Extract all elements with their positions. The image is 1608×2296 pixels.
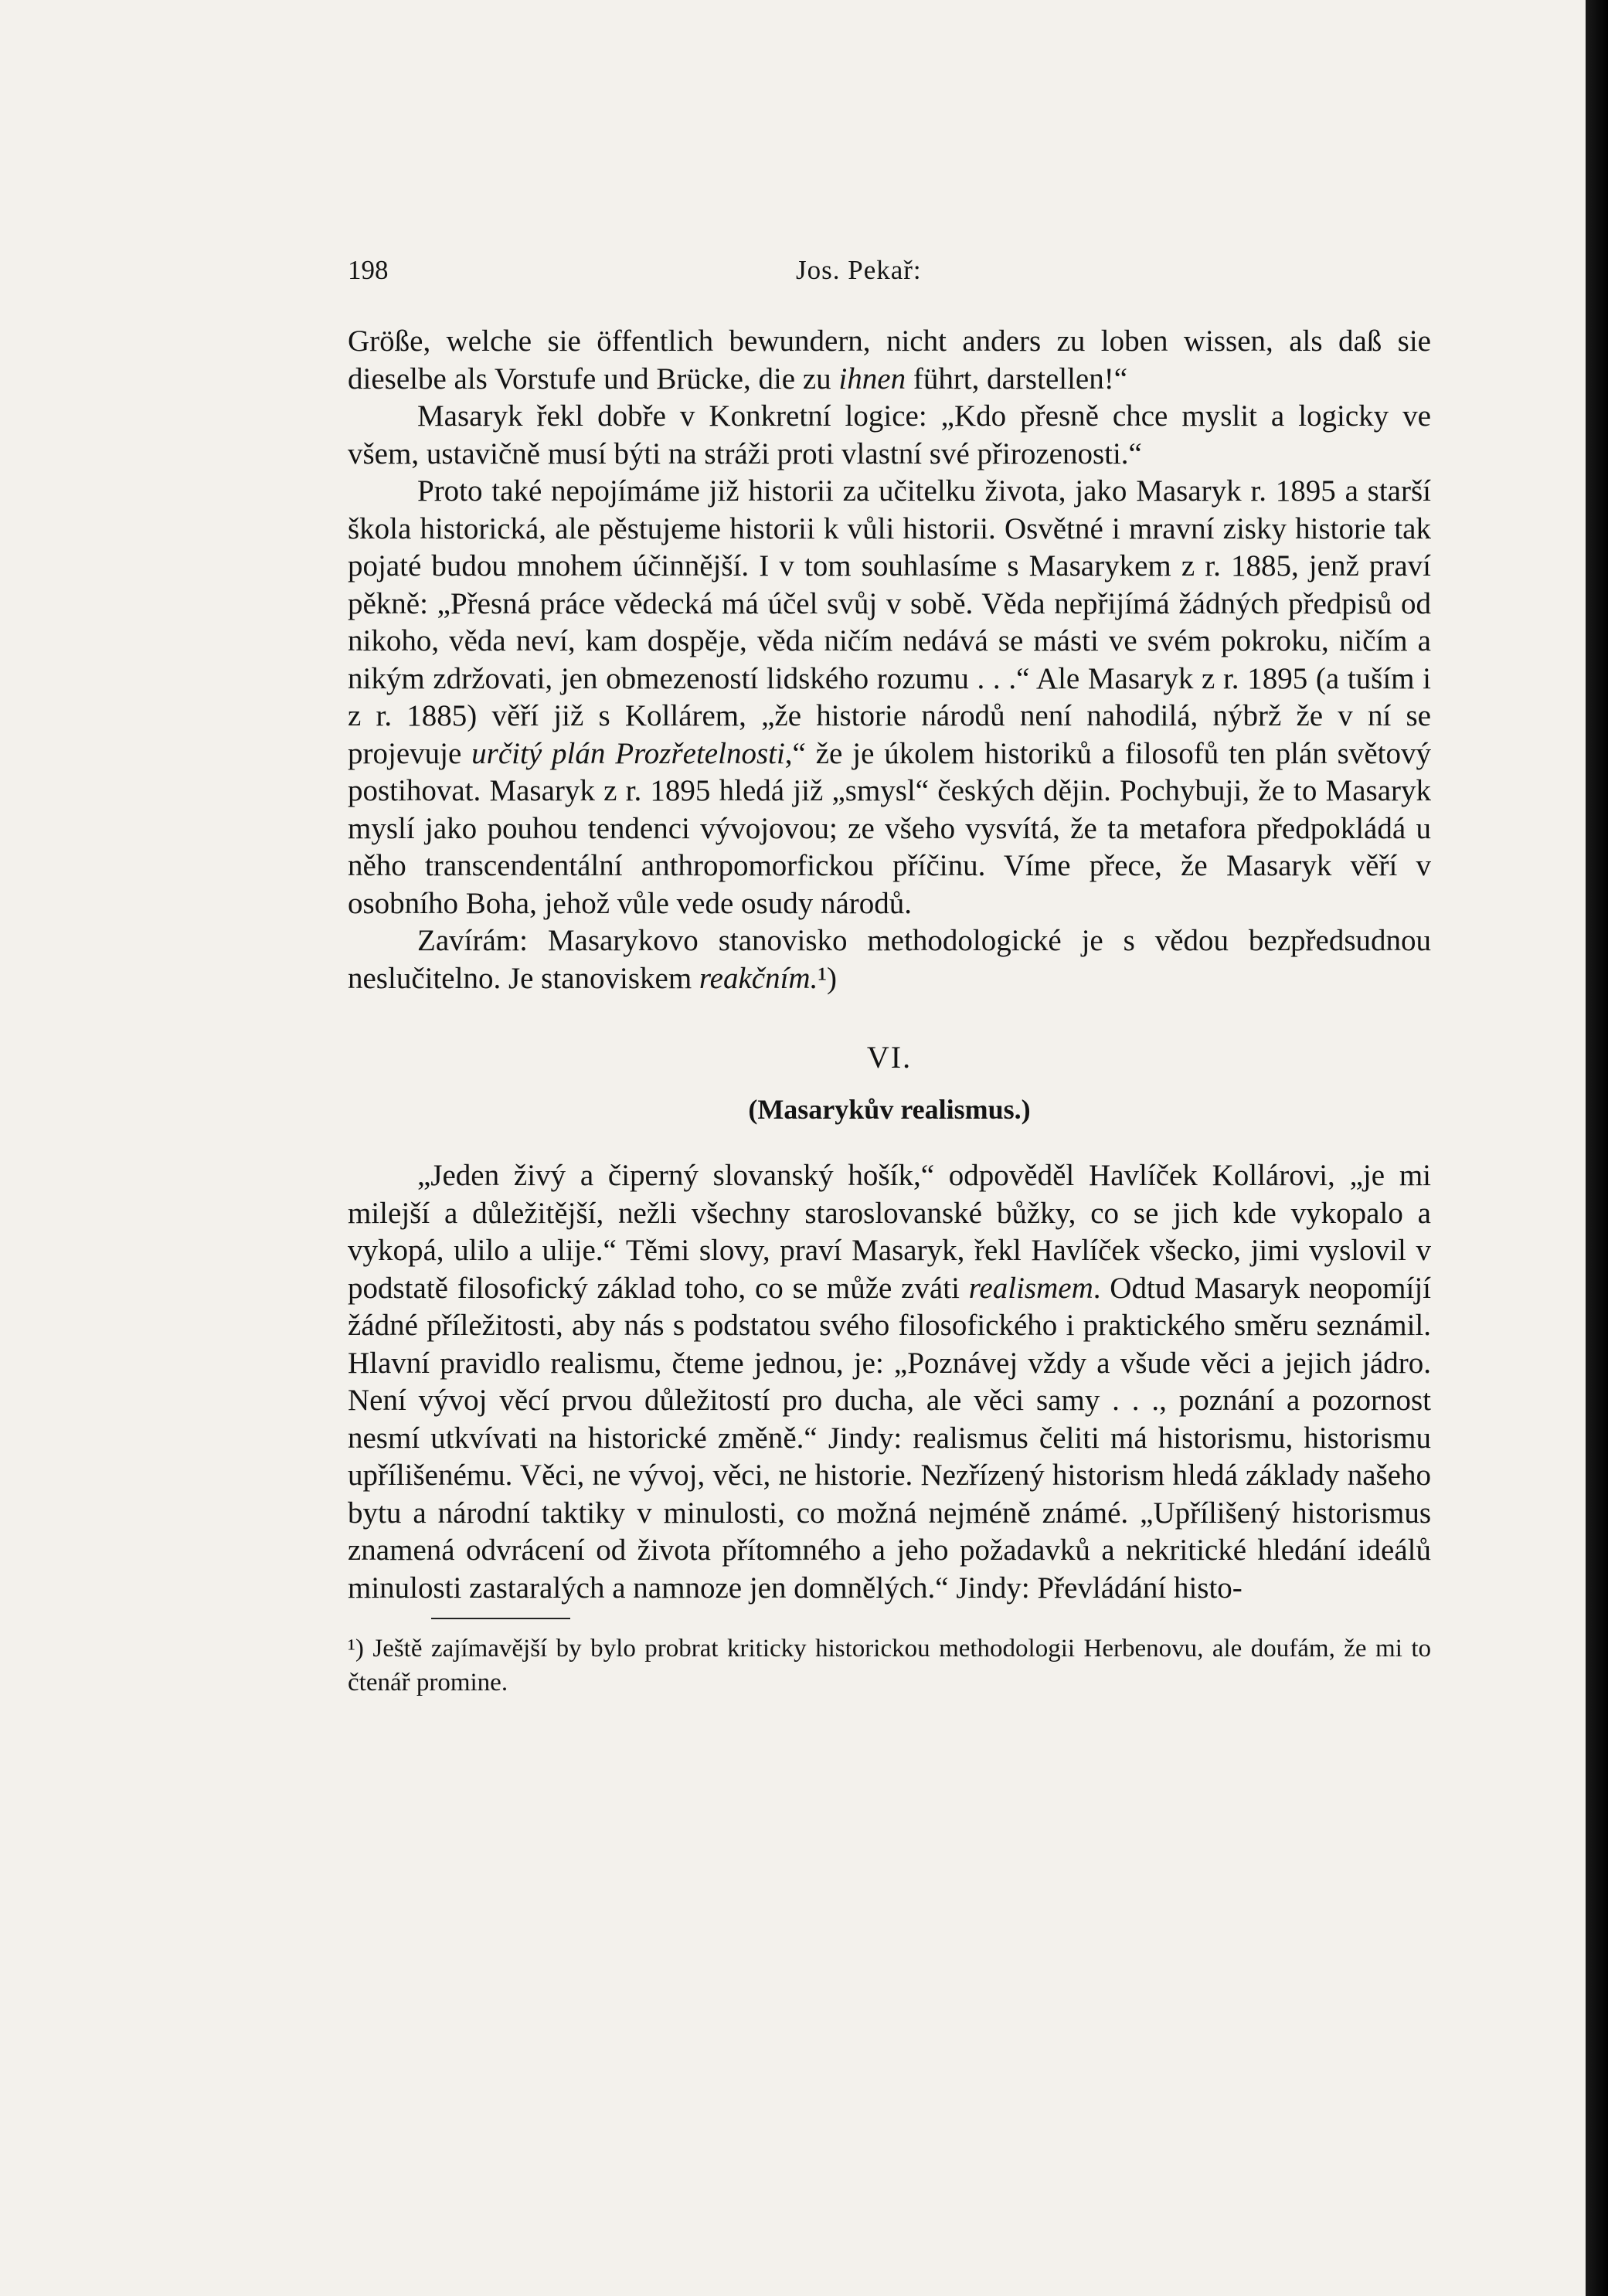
paragraph-p1	[348, 323, 1431, 398]
paragraph-p5	[348, 1157, 1431, 1607]
page-edge	[1586, 0, 1608, 2296]
italic-text: určitý plán Prozřetelnosti	[471, 736, 785, 770]
section-title: (Masarykův realismus.)	[748, 1093, 1031, 1125]
text-run: Masaryk řekl dobře v Konkretní logice: „Kdo přesně chce myslit a logicky ve všem, ustavičně musí býti na stráži proti vlastní své přirozenosti.“	[348, 399, 1431, 470]
page-header	[348, 255, 1430, 294]
footnote-marker: ¹)	[348, 1635, 364, 1663]
italic-text: ihnen	[838, 362, 906, 396]
italic-text: realismem	[968, 1271, 1093, 1305]
footnote-rule	[431, 1618, 570, 1619]
text-run: ,“ že je úkolem historiků a filosofů ten plán světový postihovat. Masaryk z r. 1895 hledá již „smysl“ českých dějin. Pochybuji, že to Masaryk myslí jako pouhou tendenci vývojovou; ze všeho vysvítá, že ta metafora předpokládá u něho transcendentální anthropomorfickou příčinu. Víme přece, že Masaryk věří v osobního Boha, jehož vůle vede osudy národů.	[348, 736, 1431, 920]
footnote	[348, 1632, 1431, 1700]
section-number: VI.	[866, 1040, 913, 1075]
paragraphs-after-section	[348, 1157, 1431, 1607]
text-run: Zavírám: Masarykovo stanovisko methodologické je s vědou bezpředsudnou neslučitelno. Je stanoviskem	[348, 924, 1431, 995]
footnote-text: Ještě zajímavější by bylo probrat kriticky historickou methodologii Herbenovu, ale doufám, že mi to čtenář promine.	[348, 1635, 1431, 1697]
text-run: Größe, welche sie öffentlich bewundern, nicht anders zu loben wissen, als daß sie dieselbe als Vorstufe und Brücke, die zu	[348, 324, 1431, 396]
text-run: . Odtud Masaryk neopomíjí žádné příležitosti, aby nás s podstatou svého filosofického i praktického směru seznámil. Hlavní pravidlo realismu, čteme jednou, je: „Poznávej vždy a všude věci a jejich jádro. Není vývoj věcí prvou důležitostí pro ducha, ale věci samy . . ., poznání a pozornost nesmí utkvívati na historické změně.“ Jindy: realismus čeliti má historismu, historismu upřílišenému. Věci, ne vývoj, věci, ne historie. Nezřízený historism hledá základy našeho bytu a národní taktiky v minulosti, co možná nejméně známé. „Upřílišený historismus znamená odvrácení od života přítomného a jeho požadavků a nekritické hledání ideálů minulosti zastaralých a namnoze jen domnělých.“ Jindy: Převládání histo-	[348, 1271, 1431, 1605]
text-run: „Jeden živý a čiperný slovanský hošík,“ odpověděl Havlíček Kollárovi, „je mi milejší a důležitější, nežli všechny staroslovanské bůžky, co se jich kde vykopalo a vykopá, ulilo a ulije.“ Těmi slovy, praví Masaryk, řekl Havlíček všecko, jimi vyslovil v podstatě filosofický základ toho, co se může zváti	[348, 1159, 1431, 1305]
paragraph-p3	[348, 473, 1431, 922]
text-run: führt, darstellen!“	[906, 362, 1128, 396]
paragraph-p4	[348, 922, 1431, 997]
italic-text: reakčním.	[699, 961, 818, 995]
page-number: 198	[348, 255, 389, 285]
paragraph-p2	[348, 398, 1431, 473]
text-run: Proto také nepojímáme již historii za učitelku života, jako Masaryk r. 1895 a starší škola historická, ale pěstujeme historii k vůli historii. Osvětné i mravní zisky historie tak pojaté budou mnohem účinnější. I v tom souhlasíme s Masarykem z r. 1885, jenž praví pěkně: „Přesná práce vědecká má účel svůj v sobě. Věda nepřijímá žádných předpisů od nikoho, věda neví, kam dospěje, věda ničím nedává se másti ve svém pokroku, ničím a nikým zdržovati, jen obmezeností lidského rozumu . . .“ Ale Masaryk z r. 1895 (a tuším i z r. 1885) věří již s Kollárem, „že historie národů není nahodilá, nýbrž že v ní se projevuje	[348, 474, 1431, 770]
text-run: ¹)	[818, 961, 838, 995]
body-text	[348, 323, 1431, 1700]
running-head: Jos. Pekař:	[796, 255, 922, 285]
paragraphs-before-section	[348, 323, 1431, 997]
